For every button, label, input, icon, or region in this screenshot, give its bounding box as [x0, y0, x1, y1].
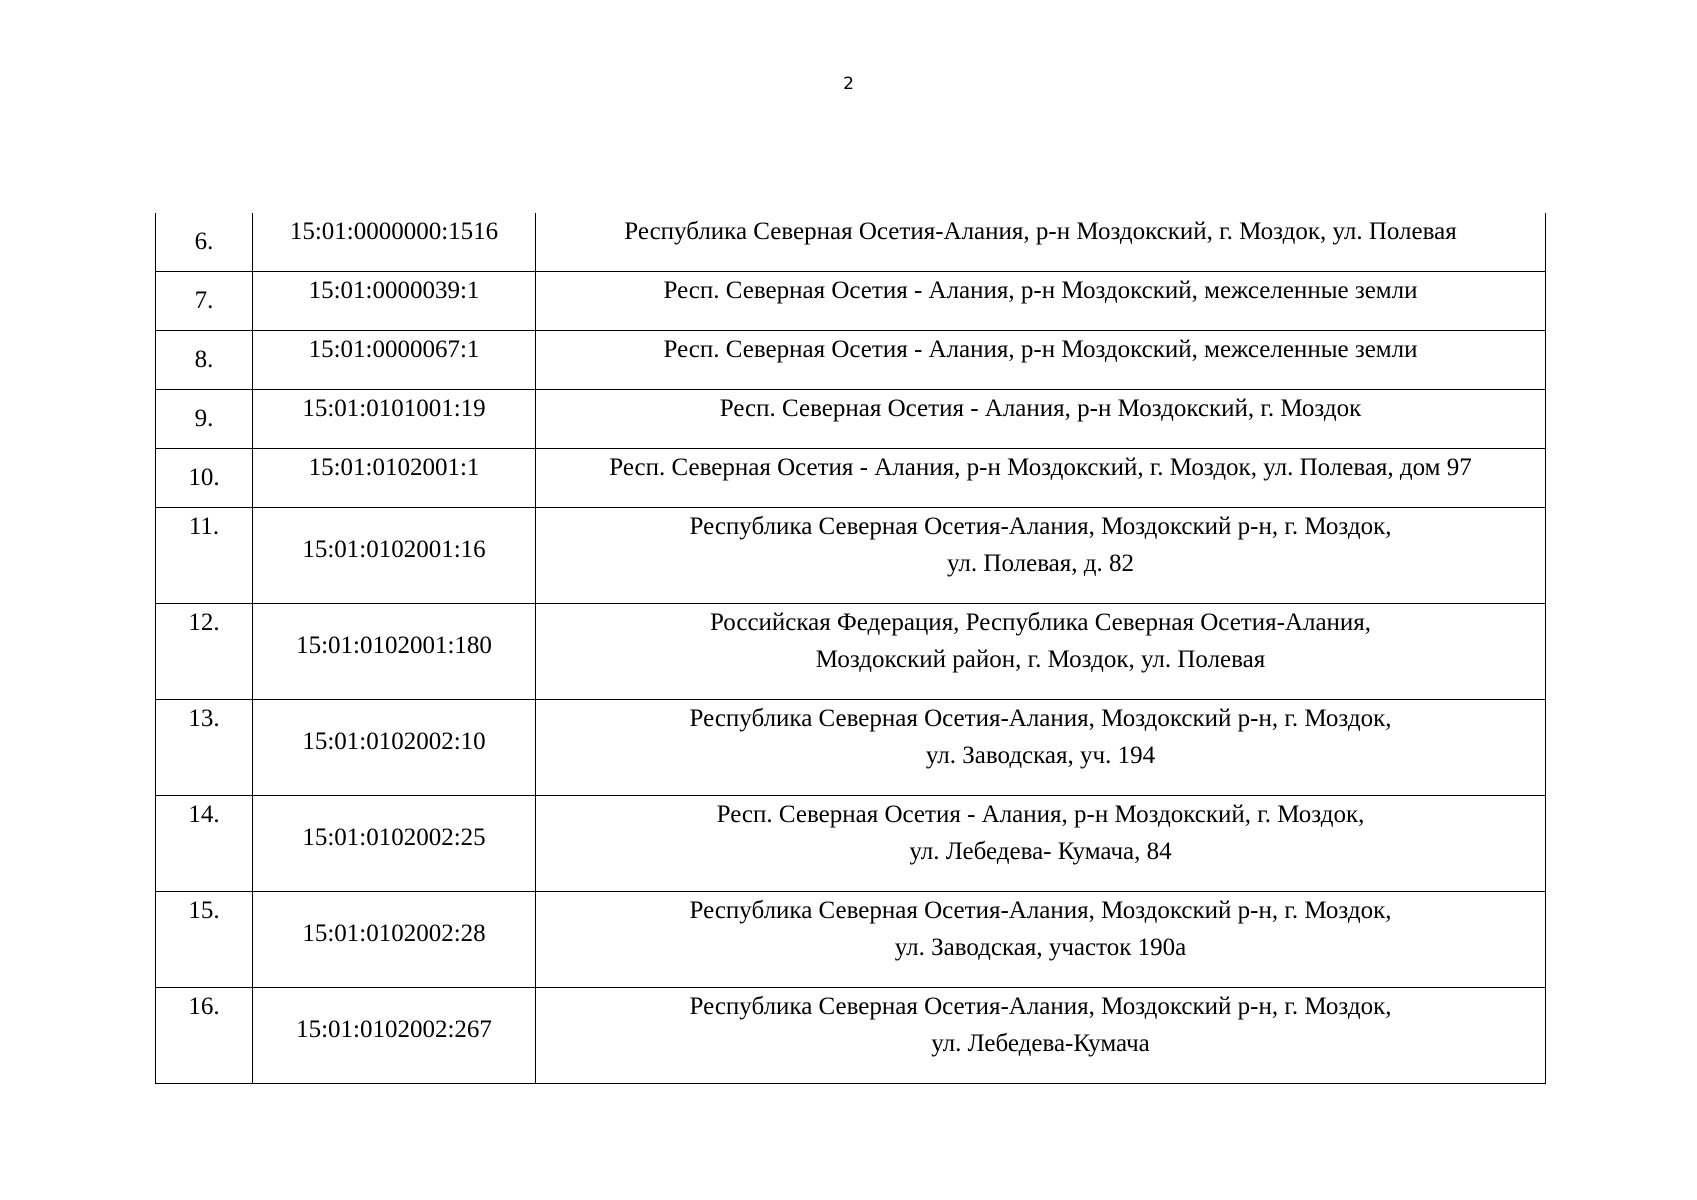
address-line: Респ. Северная Осетия - Алания, р-н Моздокский, межселенные земли [663, 277, 1418, 304]
cadastral-number: 15:01:0102001:1 [253, 449, 536, 508]
address-line: ул. Лебедева- Кумача, 84 [909, 838, 1172, 865]
address-line: Российская Федерация, Республика Северная Осетия-Алания, [709, 609, 1372, 636]
row-number: 12. [156, 604, 253, 700]
cadastral-number: 15:01:0000039:1 [253, 272, 536, 331]
cadastral-number: 15:01:0102001:180 [253, 604, 536, 700]
address-line: Республика Северная Осетия-Алания, р-н Моздокский, г. Моздок, ул. Полевая [624, 218, 1457, 245]
land-plots-table [155, 213, 1546, 1084]
row-number: 11. [156, 508, 253, 604]
address-cell [536, 331, 1546, 390]
row-number: 13. [156, 700, 253, 796]
address-line: Моздокский район, г. Моздок, ул. Полевая [815, 646, 1266, 673]
table-row [156, 390, 1546, 449]
address-line: Респ. Северная Осетия - Алания, р-н Моздокский, межселенные земли [663, 336, 1418, 363]
cadastral-number: 15:01:0102002:10 [253, 700, 536, 796]
address-cell [536, 449, 1546, 508]
table-row [156, 272, 1546, 331]
page-number: 2 [843, 74, 854, 94]
address-line: Респ. Северная Осетия - Алания, р-н Моздокский, г. Моздок, [716, 801, 1365, 828]
address-line: Респ. Северная Осетия - Алания, р-н Моздокский, г. Моздок, ул. Полевая, дом 97 [609, 454, 1472, 481]
address-line: Республика Северная Осетия-Алания, Моздокский р-н, г. Моздок, [689, 897, 1392, 924]
address-cell [536, 988, 1546, 1084]
address-cell [536, 892, 1546, 988]
row-number: 14. [156, 796, 253, 892]
address-line: Респ. Северная Осетия - Алания, р-н Моздокский, г. Моздок [719, 395, 1362, 422]
address-line: ул. Полевая, д. 82 [947, 550, 1134, 577]
row-number: 7. [156, 272, 253, 331]
cadastral-number: 15:01:0102002:25 [253, 796, 536, 892]
row-number: 8. [156, 331, 253, 390]
address-cell [536, 604, 1546, 700]
table-row [156, 508, 1546, 604]
address-cell [536, 508, 1546, 604]
table-row [156, 892, 1546, 988]
cadastral-number: 15:01:0101001:19 [253, 390, 536, 449]
cadastral-number: 15:01:0000000:1516 [253, 213, 536, 272]
row-number: 10. [156, 449, 253, 508]
cadastral-number: 15:01:0102001:16 [253, 508, 536, 604]
address-line: ул. Заводская, уч. 194 [925, 742, 1156, 769]
address-line: Республика Северная Осетия-Алания, Моздокский р-н, г. Моздок, [689, 513, 1392, 540]
address-cell [536, 390, 1546, 449]
address-cell [536, 272, 1546, 331]
address-cell [536, 796, 1546, 892]
cadastral-number: 15:01:0102002:267 [253, 988, 536, 1084]
row-number: 16. [156, 988, 253, 1084]
address-cell [536, 213, 1546, 272]
table-row [156, 700, 1546, 796]
address-line: Республика Северная Осетия-Алания, Моздокский р-н, г. Моздок, [689, 705, 1392, 732]
address-line: ул. Лебедева-Кумача [931, 1030, 1150, 1057]
address-line: ул. Заводская, участок 190а [894, 934, 1187, 961]
table-row [156, 213, 1546, 272]
table-row [156, 449, 1546, 508]
address-cell [536, 700, 1546, 796]
row-number: 9. [156, 390, 253, 449]
row-number: 6. [156, 213, 253, 272]
table-body [156, 213, 1546, 1084]
row-number: 15. [156, 892, 253, 988]
cadastral-number: 15:01:0000067:1 [253, 331, 536, 390]
address-line: Республика Северная Осетия-Алания, Моздокский р-н, г. Моздок, [689, 993, 1392, 1020]
table-row [156, 331, 1546, 390]
table-row [156, 796, 1546, 892]
cadastral-number: 15:01:0102002:28 [253, 892, 536, 988]
table-row [156, 988, 1546, 1084]
table-row [156, 604, 1546, 700]
